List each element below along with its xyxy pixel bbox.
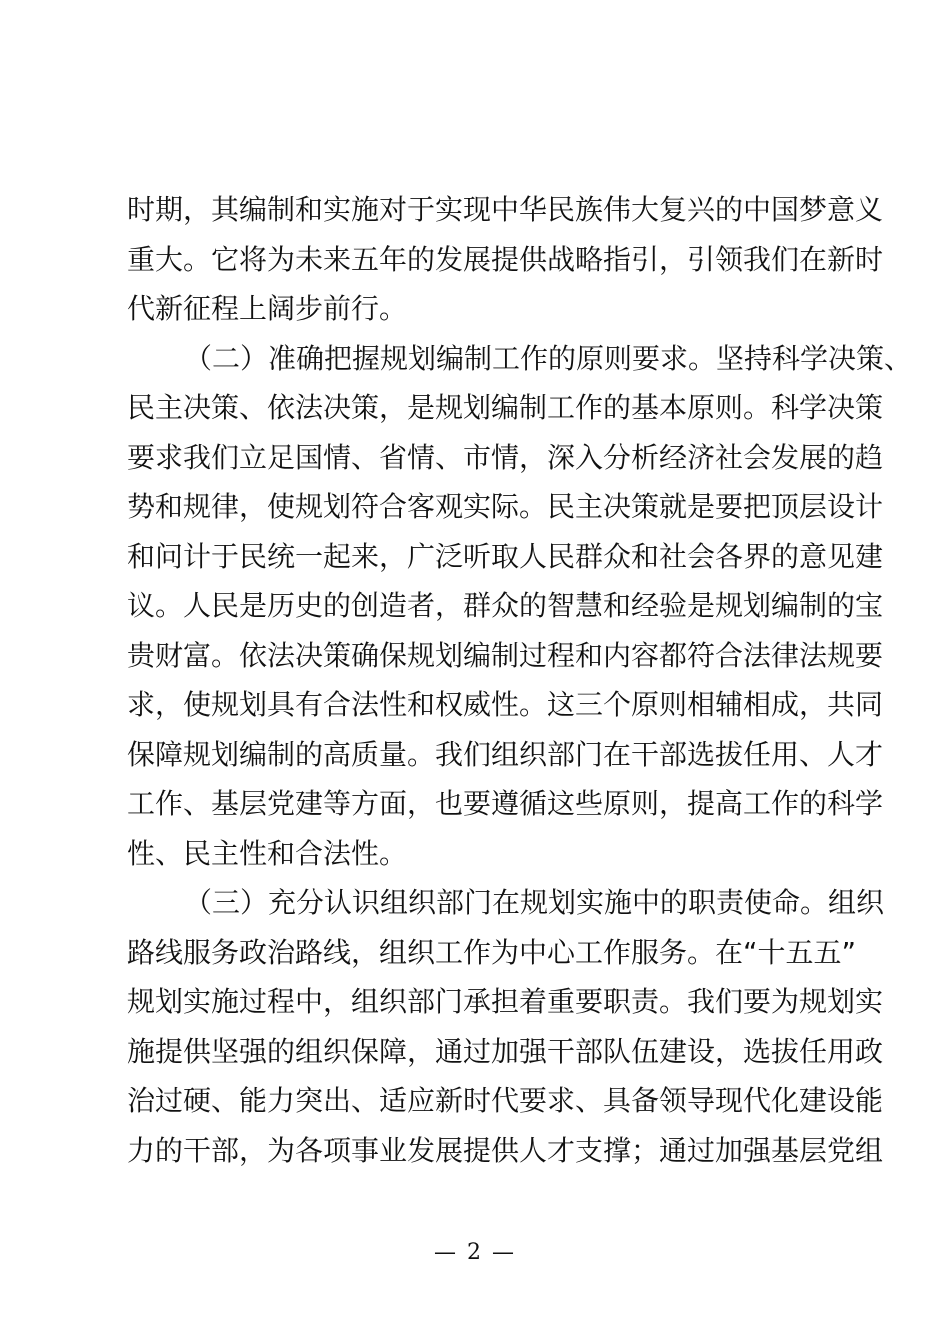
- text-line: 力的干部，为各项事业发展提供人才支撑；通过加强基层党组: [127, 1133, 884, 1167]
- text-line: 和问计于民统一起来，广泛听取人民群众和社会各界的意见建: [127, 539, 884, 573]
- text-line: 要求我们立足国情、省情、市情，深入分析经济社会发展的趋: [127, 440, 884, 474]
- text-line: 势和规律，使规划符合客观实际。民主决策就是要把顶层设计: [127, 490, 884, 523]
- text-line: 工作、基层党建等方面，也要遵循这些原则，提高工作的科学: [127, 787, 884, 820]
- text-line: 代新征程上阔步前行。: [127, 292, 408, 325]
- text-line: 重大。它将为未来五年的发展提供战略指引，引领我们在新时: [127, 242, 884, 276]
- text-line: 议。人民是历史的创造者，群众的智慧和经验是规划编制的宝: [127, 589, 884, 622]
- text-line: 性、民主性和合法性。: [127, 836, 408, 870]
- text-line: （三）充分认识组织部门在规划实施中的职责使命。组织: [184, 886, 885, 919]
- text-line: 求，使规划具有合法性和权威性。这三个原则相辅相成，共同: [127, 688, 884, 721]
- page-number: — 2 —: [434, 1240, 516, 1265]
- text-line: 规划实施过程中，组织部门承担着重要职责。我们要为规划实: [127, 985, 884, 1018]
- text-line: 保障规划编制的高质量。我们组织部门在干部选拔任用、人才: [127, 737, 884, 771]
- text-line: 路线服务政治路线，组织工作为中心工作服务。在“十五五”: [127, 935, 857, 969]
- text-line: 施提供坚强的组织保障，通过加强干部队伍建设，选拔任用政: [127, 1034, 884, 1068]
- text-line: 贵财富。依法决策确保规划编制过程和内容都符合法律法规要: [127, 638, 884, 672]
- text-line: 治过硬、能力突出、适应新时代要求、具备领导现代化建设能: [127, 1084, 884, 1117]
- body-text: [127, 185, 913, 1175]
- text-line: 时期，其编制和实施对于实现中华民族伟大复兴的中国梦意义: [127, 193, 884, 226]
- text-line: 民主决策、依法决策，是规划编制工作的基本原则。科学决策: [127, 391, 884, 424]
- text-line: （二）准确把握规划编制工作的原则要求。坚持科学决策、: [184, 341, 913, 375]
